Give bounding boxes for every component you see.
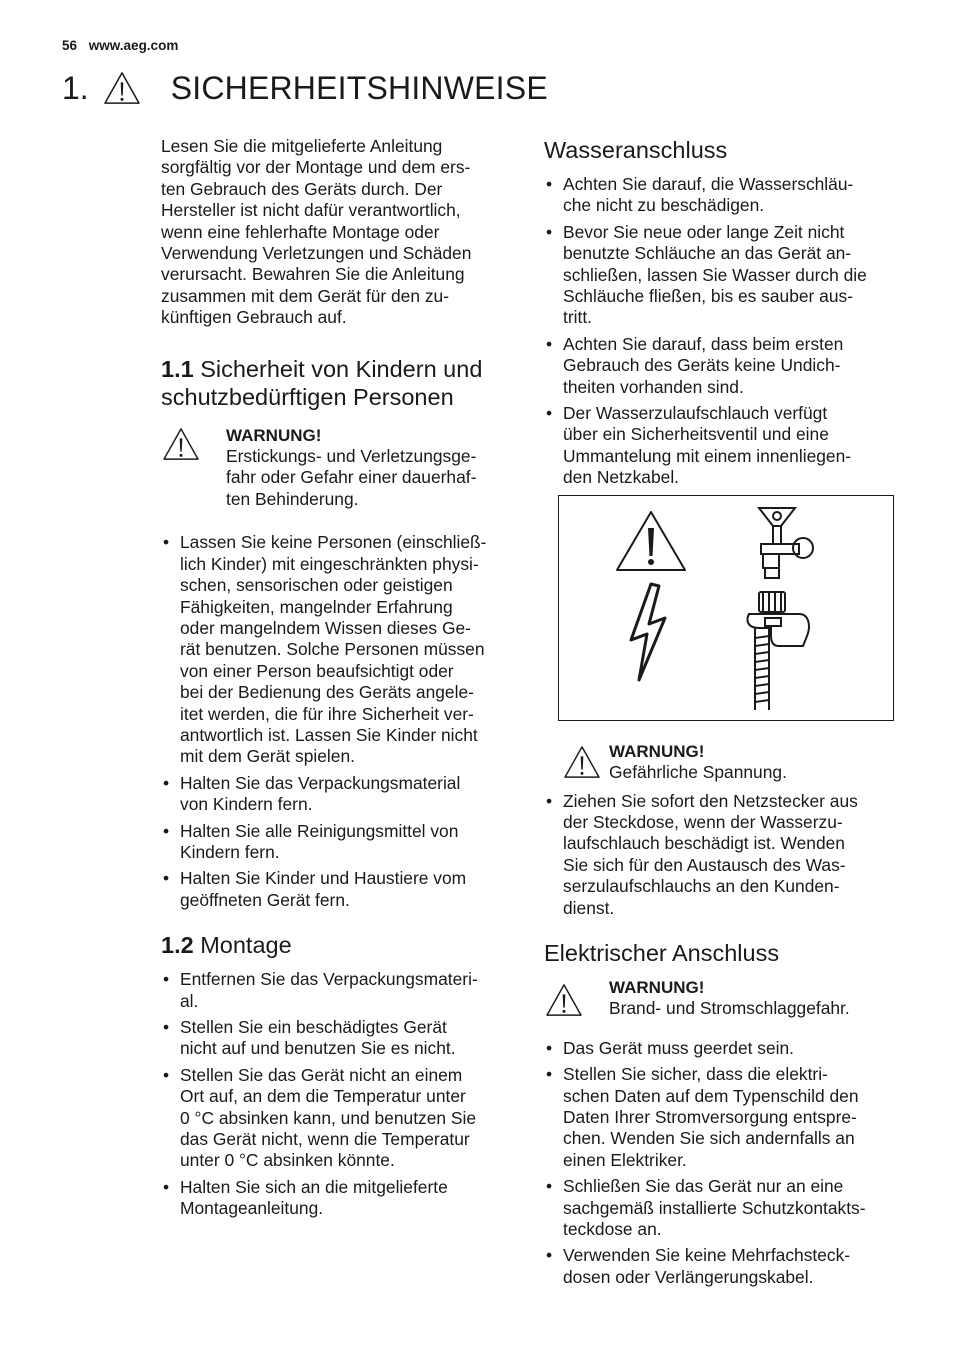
warning-text: Brand- und Stromschlaggefahr.: [609, 998, 850, 1019]
list-item: • Halten Sie sich an die mitgelieferte Montageanleitung.: [161, 1177, 516, 1220]
elektrischer-anschluss-heading: Elektrischer Anschluss: [544, 939, 780, 966]
right-column: [544, 136, 896, 1293]
warning-triangle-icon: [161, 427, 201, 461]
list-item: • Stellen Sie ein beschädigtes Gerät nicht auf und benutzen Sie es nicht.: [161, 1017, 516, 1060]
page-header: [62, 38, 178, 53]
section-1-2-number: 1.2: [161, 932, 194, 959]
elektrischer-anschluss-list: [544, 1038, 896, 1288]
lightning-bolt-icon: [631, 584, 665, 680]
wasseranschluss-list: [544, 174, 896, 489]
list-item: • Ziehen Sie sofort den Netzstecker aus der Steckdose, wenn der Wasserzu- laufschlauch beschädigt ist. Wenden Sie sich für den Austausch des Was- serzulaufschlauchs an den Kunden- dienst.: [544, 791, 896, 919]
website-url[interactable]: www.aeg.com: [88, 38, 179, 53]
list-item: • Halten Sie das Verpackungsmaterial von Kindern fern.: [161, 773, 516, 816]
list-item: • Halten Sie Kinder und Haustiere vom geöffneten Gerät fern.: [161, 868, 516, 911]
chapter-title: [62, 66, 548, 110]
warning-box-voltage: [562, 741, 896, 784]
warning-text: Gefährliche Spannung.: [609, 762, 787, 783]
section-1-1-heading: [161, 355, 516, 411]
section-1-1-title: Sicherheit von Kindern und schutzbedürftigen Personen: [161, 355, 483, 410]
corrugated-hose-icon: [755, 628, 769, 710]
page-number: 56: [62, 38, 78, 53]
warning-label: WARNUNG!: [609, 977, 705, 997]
warning-text: Erstickungs- und Verletzungsge- fahr oder Gefahr einer dauerhaf- ten Behinderung.: [226, 446, 477, 509]
list-item: • Verwenden Sie keine Mehrfachsteck- dosen oder Verlängerungskabel.: [544, 1245, 896, 1288]
intro-paragraph: Lesen Sie die mitgelieferte Anleitung sorgfältig vor der Montage und dem ers- ten Gebrauch des Geräts durch. Der Hersteller ist nicht dafür verantwortlich, wenn eine fehlerhafte Montage oder Verwendung Verletzungen und Schäden verursacht. Bewahren Sie die Anleitung zusammen mit dem Gerät für den zu- künftigen Gebrauch auf.: [161, 136, 472, 328]
warning-label: WARNUNG!: [226, 425, 322, 445]
warning-box-1-1: [161, 425, 516, 511]
water-hose-illustration: [558, 495, 894, 721]
hose-electric-hazard-graphic: [559, 496, 895, 722]
list-item: • Achten Sie darauf, dass beim ersten Gebrauch des Geräts keine Undich- theiten vorhanden sind.: [544, 334, 896, 398]
section-1-1-number: 1.1: [161, 355, 194, 382]
section-1-2-heading: [161, 931, 516, 959]
list-item: • Achten Sie darauf, die Wasserschläu- che nicht zu beschädigen.: [544, 174, 896, 217]
list-item: • Lassen Sie keine Personen (einschließ- lich Kinder) mit eingeschränkten physi- schen, sensorischen oder geistigen Fähigkeiten, mangelnder Erfahrung oder mangelndem Wissen dieses Ge- rät benutzen. Solche Personen müssen von einer Person beaufsichtigt oder bei der Bedienung des Geräts angele- itet werden, die für ihre Sicherheit ver- antwortlich ist. Lassen Sie Kinder nicht mit dem Gerät spielen.: [161, 532, 516, 767]
section-1-2-list: [161, 969, 516, 1219]
chapter-number: 1.: [62, 69, 89, 106]
wasseranschluss-heading: Wasseranschluss: [544, 137, 728, 163]
list-item: • Schließen Sie das Gerät nur an eine sachgemäß installierte Schutzkontakts- teckdose an.: [544, 1176, 896, 1240]
warning-box-electric: [544, 977, 896, 1020]
list-item: • Stellen Sie das Gerät nicht an einem Ort auf, an dem die Temperatur unter 0 °C absinken kann, und benutzen Sie das Gerät nicht, wenn die Temperatur unter 0 °C absinken könnte.: [161, 1065, 516, 1172]
warning-label: WARNUNG!: [609, 741, 705, 761]
list-item: • Das Gerät muss geerdet sein.: [544, 1038, 896, 1059]
warning-triangle-icon: [617, 512, 685, 570]
water-tap-icon: [759, 508, 813, 578]
list-item: • Halten Sie alle Reinigungsmittel von Kindern fern.: [161, 821, 516, 864]
wasseranschluss-list-after: [544, 791, 896, 919]
section-1-2-title: Montage: [200, 932, 292, 959]
list-item: • Bevor Sie neue oder lange Zeit nicht benutzte Schläuche an das Gerät an- schließen, lassen Sie Wasser durch die Schläuche fließen, bis es sauber aus- tritt.: [544, 222, 896, 329]
warning-triangle-icon: [562, 745, 602, 779]
list-item: • Der Wasserzulaufschlauch verfügt über ein Sicherheitsventil und eine Ummantelung mit einem innenliegen- den Netzkabel.: [544, 403, 896, 489]
list-item: • Stellen Sie sicher, dass die elektri- schen Daten auf dem Typenschild den Daten Ihrer Stromversorgung entspre- chen. Wenden Sie sich andernfalls an einen Elektriker.: [544, 1064, 896, 1171]
chapter-title-text: SICHERHEITSHINWEISE: [170, 69, 548, 106]
list-item: • Entfernen Sie das Verpackungsmateri- al.: [161, 969, 516, 1012]
warning-triangle-icon: [103, 71, 141, 105]
section-1-1-list: [161, 532, 516, 911]
left-column: [161, 136, 516, 1225]
warning-triangle-icon: [544, 983, 584, 1017]
